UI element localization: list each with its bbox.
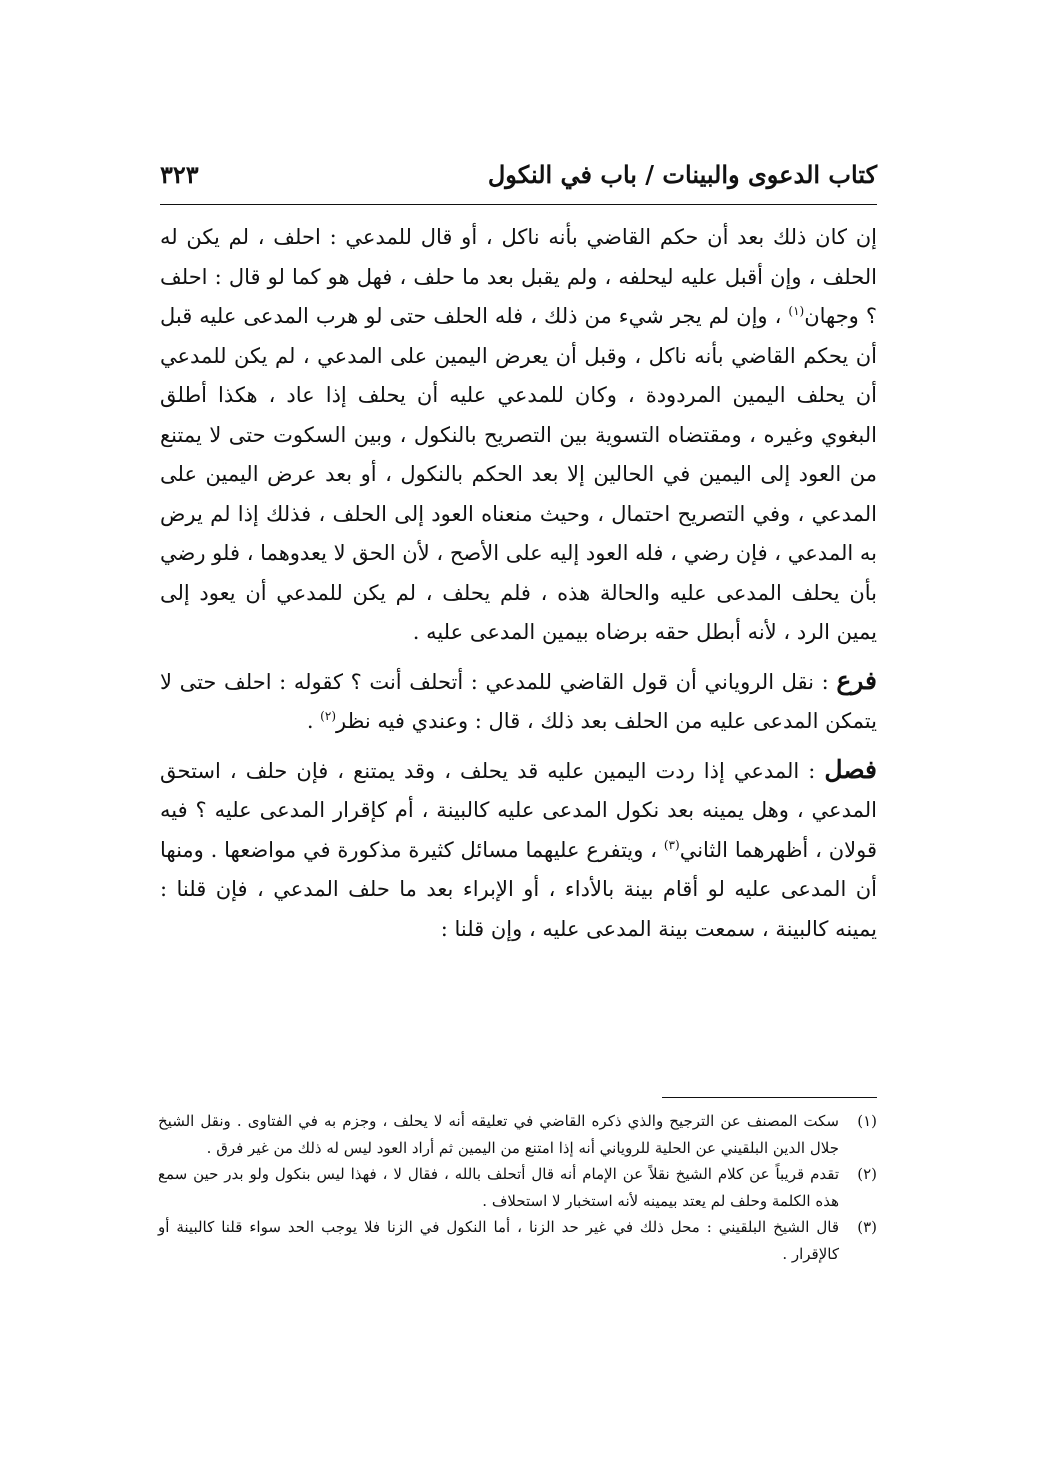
section-keyword-far: فرع [836, 665, 877, 695]
paragraph-1-text: إن كان ذلك بعد أن حكم القاضي بأنه ناكل ، أو قال للمدعي : احلف ، لم يكن له الحلف ، وإن أقبل عليه ليحلفه ، ولم يقبل بعد ما حلف ، فهل هو كما لو قال : احلف ؟ وجهان [160, 225, 877, 328]
main-text [160, 218, 877, 949]
paragraph-far-end: . [306, 709, 321, 733]
paragraph-1 [160, 218, 877, 653]
footnote-ref-1: (١) [788, 304, 805, 318]
paragraph-far [160, 661, 877, 742]
paragraph-fasl [160, 750, 877, 950]
footnote-text: قال الشيخ البلقيني : محل ذلك في غير حد الزنا ، أما النكول في الزنا فلا يوجب الحد سواء قلنا كالبينة أو كالإقرار . [158, 1218, 839, 1263]
page-header [160, 160, 877, 189]
footnote-number: (١) [857, 1112, 877, 1130]
paragraph-fasl-continuation: ، ويتفرع عليهما مسائل كثيرة مذكورة في مواضعها . ومنها أن المدعى عليه لو أقام بينة بالأداء ، أو الإبراء بعد ما حلف المدعي ، فإن قلنا : يمينه كالبينة ، سمعت بينة المدعى عليه ، وإن قلنا : [160, 837, 877, 941]
section-keyword-fasl: فصل [824, 754, 877, 784]
paragraph-fasl-text: : المدعي إذا ردت اليمين عليه قد يحلف ، وقد يمتنع ، فإن حلف ، استحق المدعي ، وهل يمينه بعد نكول المدعى عليه كالبينة ، أم كإقرار المدعى عليه ؟ فيه قولان ، أظهرهما الثاني [160, 758, 877, 862]
footnotes [158, 1108, 877, 1267]
footnote-item [158, 1161, 877, 1214]
footnote-text: سكت المصنف عن الترجيح والذي ذكره القاضي في تعليقه أنه لا يحلف ، وجزم به في الفتاوى . ونقل الشيخ جلال الدين البلقيني عن الحلية للروياني أنه إذا امتنع من اليمين ثم أراد العود ليس له ذلك من غير فرق . [158, 1112, 839, 1157]
footnote-text: تقدم قريباً عن كلام الشيخ نقلاً عن الإمام أنه قال أتحلف بالله ، فقال لا ، فهذا ليس بنكول ولو بدر حين سمع هذه الكلمة وحلف لم يعتد بيمينه لأنه استخبار لا استحلاف . [158, 1165, 839, 1210]
page-number: ٣٢٣ [160, 160, 199, 189]
footnote-number: (٣) [857, 1218, 877, 1236]
footnote-ref-3: (٣) [663, 837, 680, 852]
footnote-item [158, 1108, 877, 1161]
paragraph-1-continuation: ، وإن لم يجر شيء من ذلك ، فله الحلف حتى لو هرب المدعى عليه قبل أن يحكم القاضي بأنه ناكل ، وقبل أن يعرض اليمين على المدعي ، لم يكن للمدعي أن يحلف اليمين المردودة ، وكان للمدعي عليه أن يحلف إذا عاد ، هكذا أطلق البغوي وغيره ، ومقتضاه التسوية بين التصريح بالنكول ، وبين السكوت حتى لا يمتنع من العود إلى اليمين في الحالين إلا بعد الحكم بالنكول ، أو بعد عرض اليمين على المدعي ، وفي التصريح احتمال ، وحيث منعناه العود إلى الحلف ، فذلك إذا لم يرض به المدعي ، فإن رضي ، فله العود إليه على الأصح ، لأن الحق لا يعدوهما ، فلو رضي بأن يحلف المدعى عليه والحالة هذه ، فلم يحلف ، لم يكن للمدعي أن يعود إلى يمين الرد ، لأنه أبطل حقه برضاه بيمين المدعى عليه . [160, 304, 877, 644]
footnote-number: (٢) [857, 1165, 877, 1183]
paragraph-far-text: : نقل الروياني أن قول القاضي للمدعي : أتحلف أنت ؟ كقوله : احلف حتى لا يتمكن المدعى عليه من الحلف بعد ذلك ، قال : وعندي فيه نظر [160, 669, 877, 733]
footnote-ref-2: (٢) [320, 709, 336, 723]
header-divider [160, 204, 877, 205]
footnote-item [158, 1214, 877, 1267]
footnote-divider [662, 1097, 877, 1098]
running-title: كتاب الدعوى والبينات / باب في النكول [487, 160, 877, 189]
